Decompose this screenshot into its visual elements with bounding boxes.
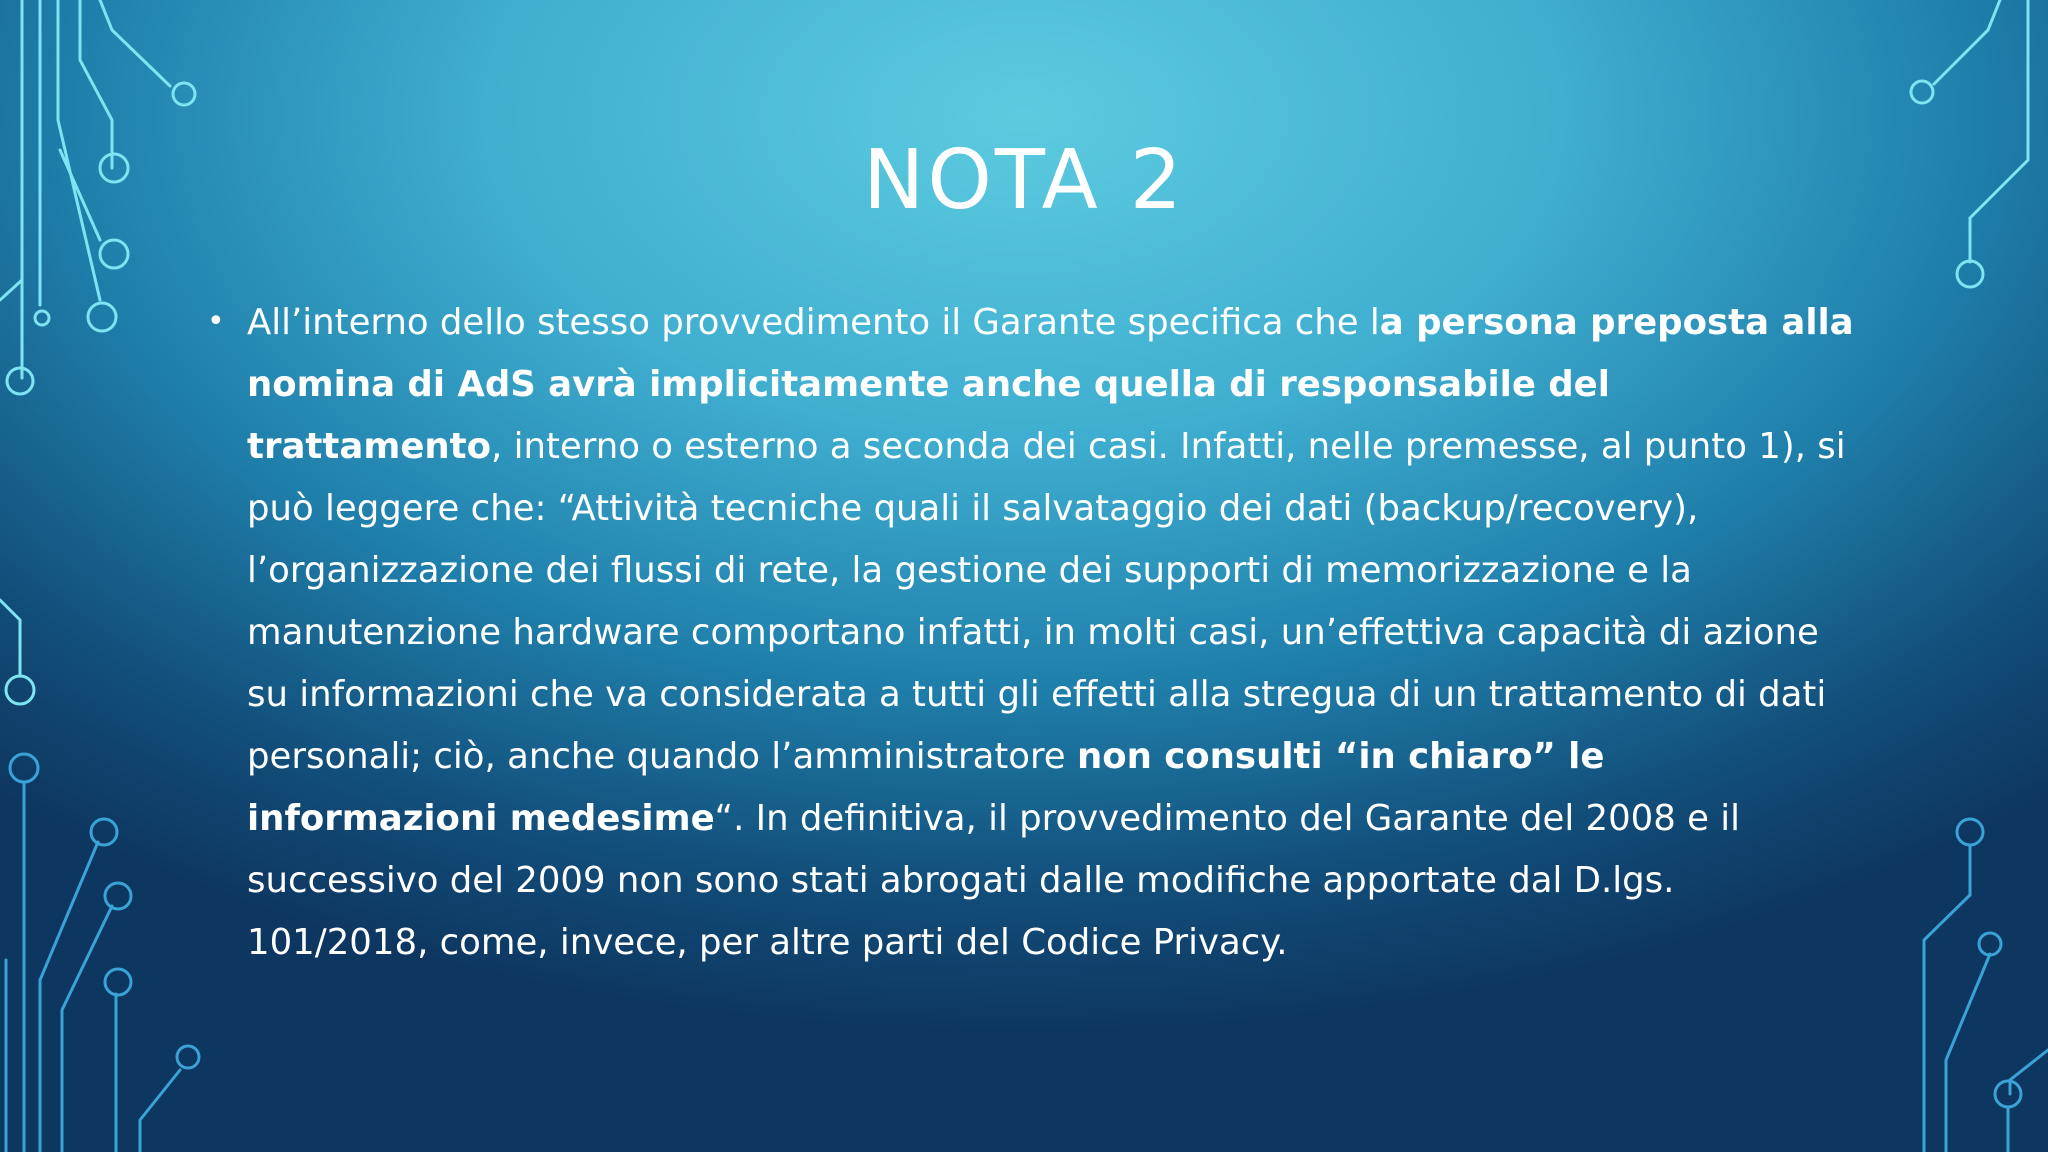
paragraph-bold-1: a persona preposta alla nomina di AdS avrà implicitamente anche quella di responsabile del trattamento — [247, 302, 1854, 467]
bullet-paragraph — [247, 292, 1855, 974]
circuit-bottom-right — [1924, 819, 2048, 1152]
slide-title: NOTA 2 — [863, 133, 1185, 228]
paragraph-text-3: “. In definitiva, il provvedimento del Garante del 2008 e il successivo del 2009 non sono stati abrogati dalle modifiche apportate dal D.lgs. 101/2018, come, invece, per altre parti del Codice Privacy. — [247, 798, 1740, 963]
slide-body — [205, 292, 1855, 974]
paragraph-bold-2: non consulti “in chiaro” le informazioni medesime — [247, 736, 1605, 839]
paragraph-text-2: , interno o esterno a seconda dei casi. Infatti, nelle premesse, al punto 1), si può leggere che: “Attività tecniche quali il salvataggio dei dati (backup/recovery), l’organizzazione dei flussi di rete, la gestione dei supporti di memorizzazione e la manutenzione hardware comportano infatti, in molti casi, un’effettiva capacità di azione su informazioni che va considerata a tutti gli effetti alla stregua di un trattamento di dati personali; ciò, anche quando l’amministratore — [247, 426, 1846, 777]
bullet-icon: • — [207, 304, 225, 339]
circuit-bottom-left — [6, 754, 199, 1152]
paragraph-text-1: All’interno dello stesso provvedimento il Garante specifica che l — [247, 302, 1380, 343]
circuit-left-middle — [0, 600, 34, 704]
bullet-item — [205, 292, 1855, 974]
